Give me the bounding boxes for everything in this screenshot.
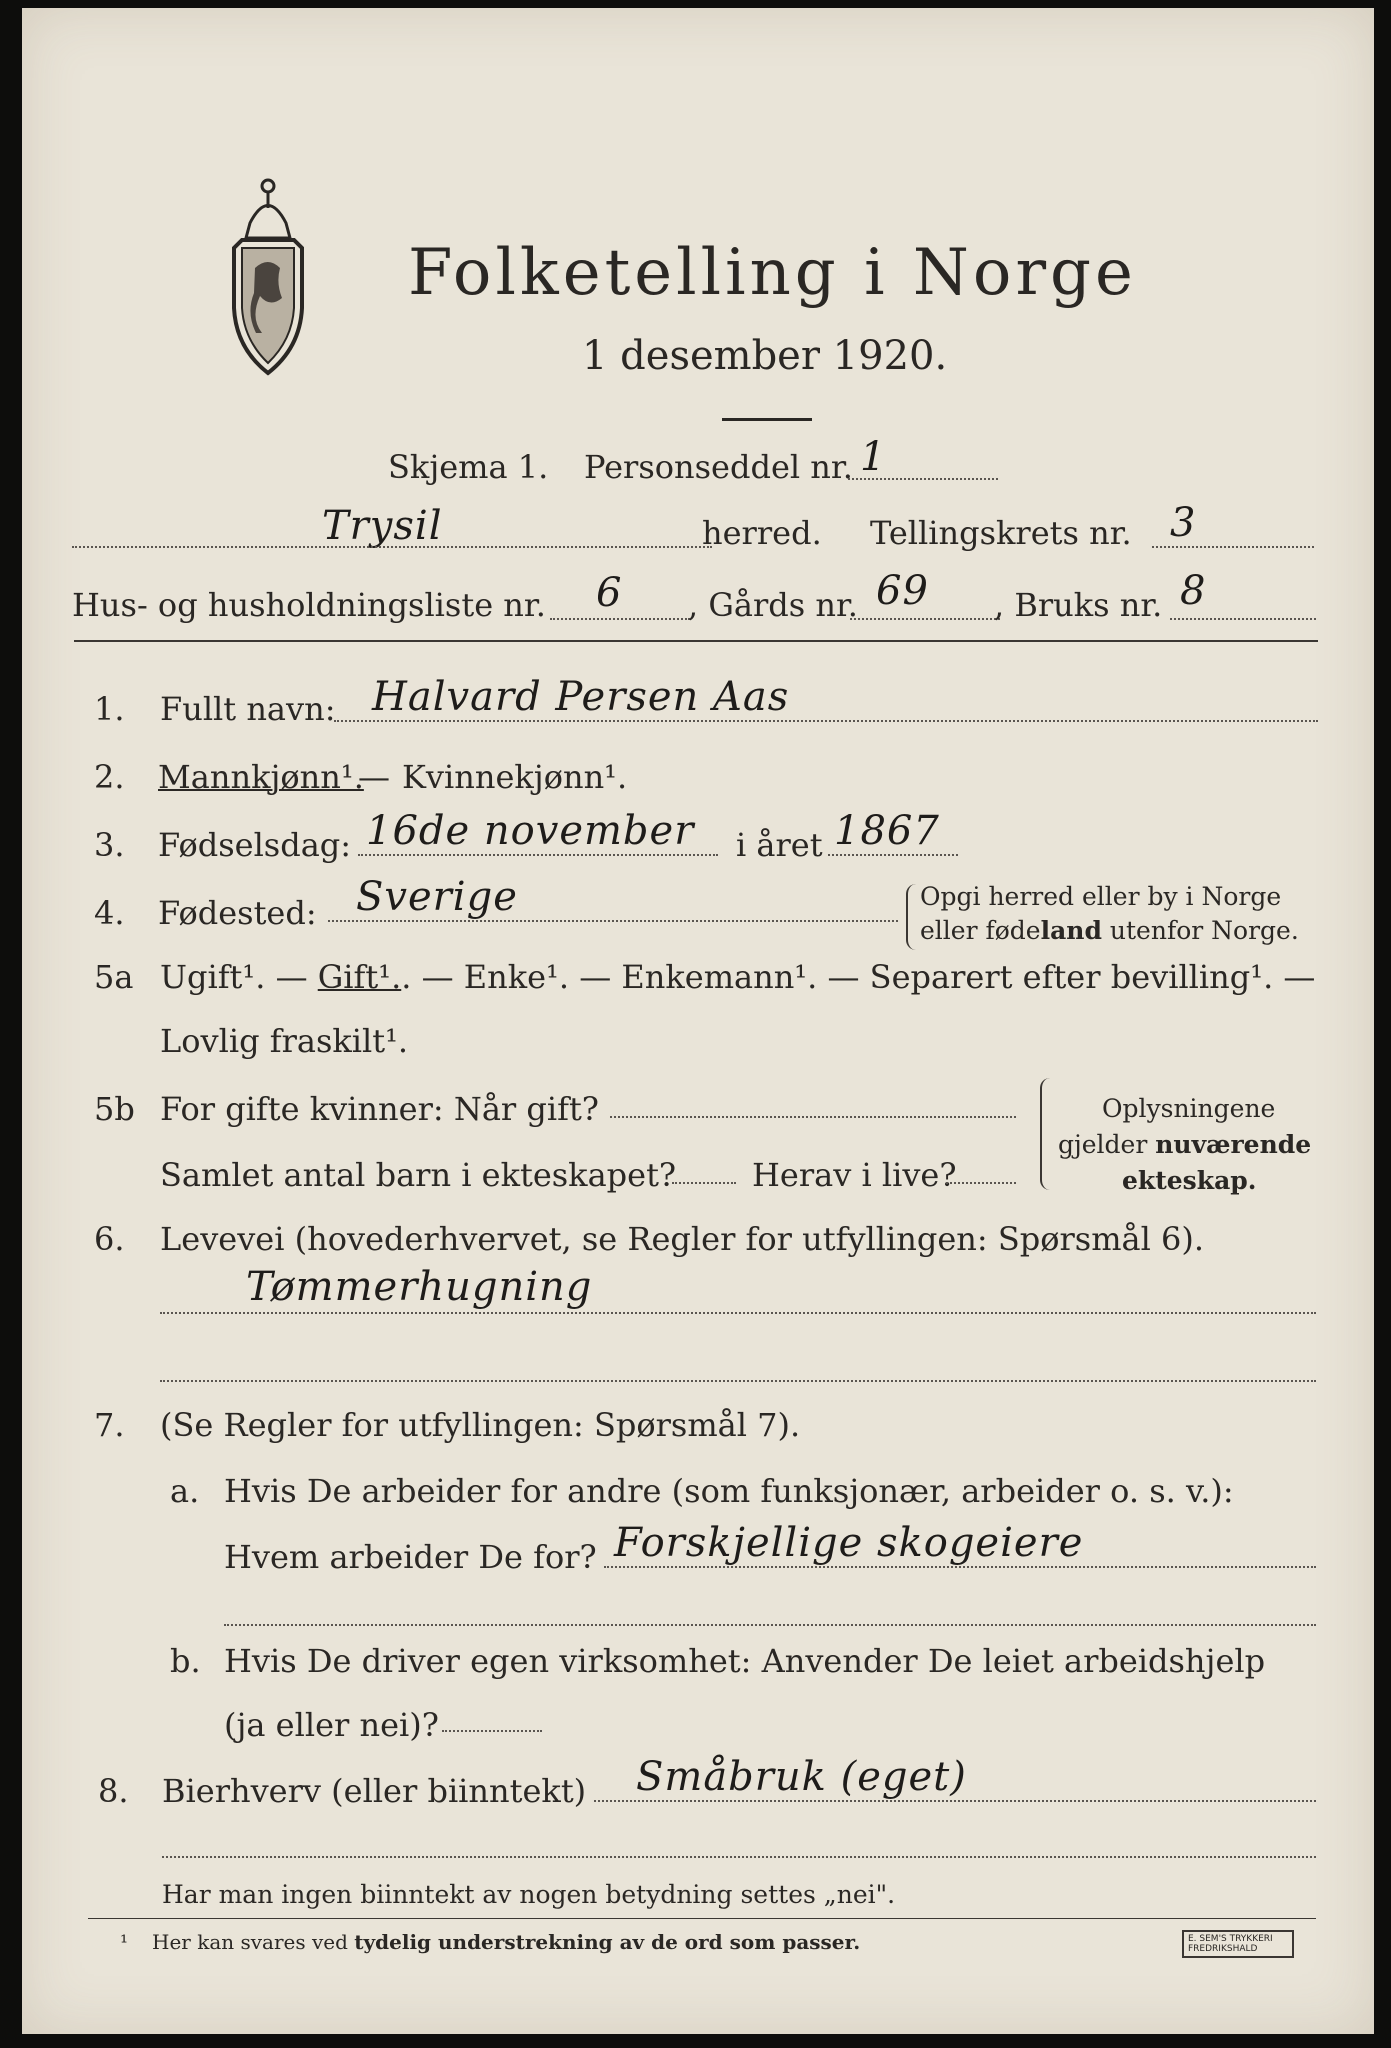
form-title: Folketelling i Norge	[408, 236, 1137, 310]
q7b-number: b.	[170, 1642, 201, 1680]
q8-number: 8.	[98, 1772, 129, 1810]
bruks-label: , Bruks nr.	[994, 586, 1163, 624]
q5a-number: 5a	[94, 958, 134, 996]
printer-stamp: E. SEM'S TRYKKERI FREDRIKSHALD	[1182, 1930, 1294, 1958]
q1-label: Fullt navn:	[160, 690, 336, 728]
herred-value: Trysil	[322, 503, 443, 549]
q6-field-line1	[160, 1312, 1316, 1314]
census-form	[22, 8, 1374, 2034]
schema-label: Skjema 1.	[388, 448, 549, 486]
q5b-note-line3: ekteskap.	[1122, 1166, 1257, 1195]
q7a-field-line1	[604, 1566, 1316, 1568]
q5b-brace	[1040, 1078, 1052, 1190]
q1-number: 1.	[94, 690, 125, 728]
tellingskrets-field-line	[1152, 546, 1314, 548]
q2-female-option: Kvinnekjønn¹.	[402, 758, 628, 796]
gards-field-line	[850, 618, 1000, 620]
footnote-marker: ¹	[120, 1930, 129, 1954]
q2-separator: —	[358, 758, 390, 796]
husliste-field-line	[550, 618, 690, 620]
q7a-number: a.	[170, 1472, 200, 1510]
personseddel-field-line	[848, 478, 998, 480]
personseddel-label: Personseddel nr.	[584, 448, 853, 486]
q5b-children: Samlet antal barn i ekteskapet?	[160, 1156, 677, 1194]
q3-label: Fødselsdag:	[158, 826, 352, 864]
q3-year-value: 1867	[834, 808, 940, 854]
husliste-value: 6	[596, 570, 623, 616]
q4-note-line1: Opgi herred eller by i Norge	[920, 882, 1282, 911]
q8-value: Småbruk (eget)	[636, 1754, 967, 1800]
title-divider	[722, 418, 812, 421]
q4-label: Fødested:	[158, 894, 317, 932]
q4-field-line	[328, 920, 898, 922]
q5a-fraskilt: Lovlig fraskilt¹.	[160, 1022, 409, 1060]
q5b-alive-line	[946, 1182, 1016, 1184]
q1-value: Halvard Persen Aas	[372, 674, 790, 720]
q5a-options: Ugift¹. — Gift¹.. — Enke¹. — Enkemann¹. — Separert efter bevilling¹. —	[160, 958, 1316, 996]
bruks-field-line	[1170, 618, 1316, 620]
q2-male-option: Mannkjønn¹.	[158, 758, 364, 796]
q6-field-line2	[160, 1380, 1316, 1382]
footer-note: Har man ingen biinntekt av nogen betydning settes „nei".	[162, 1880, 896, 1909]
q3-number: 3.	[94, 826, 125, 864]
herred-label: herred.	[702, 514, 822, 552]
q1-field-line	[334, 720, 1318, 722]
q5b-note-line2: gjelder nuværende	[1058, 1130, 1312, 1159]
q7b-label: Hvis De driver egen virksomhet: Anvender De leiet arbeidshjelp	[224, 1642, 1266, 1680]
census-date: 1 desember 1920.	[582, 333, 948, 379]
tellingskrets-value: 3	[1170, 500, 1197, 546]
q5b-alive: Herav i live?	[752, 1156, 957, 1194]
husliste-label: Hus- og husholdningsliste nr.	[72, 586, 546, 624]
q7-number: 7.	[94, 1406, 125, 1444]
coat-of-arms-icon	[220, 168, 316, 378]
q8-label: Bierhverv (eller biinntekt)	[162, 1772, 587, 1810]
q3-year-label: i året	[736, 826, 823, 864]
q7-label: (Se Regler for utfyllingen: Spørsmål 7).	[160, 1406, 801, 1444]
q6-label: Levevei (hovederhvervet, se Regler for utfyllingen: Spørsmål 6).	[160, 1220, 1205, 1258]
herred-field-line	[72, 546, 712, 548]
q3-year-line	[828, 854, 958, 856]
footnote-text: Her kan svares ved tydelig understrekning av de ord som passer.	[152, 1930, 861, 1954]
q7a-field-line2	[224, 1624, 1316, 1626]
tellingskrets-label: Tellingskrets nr.	[870, 514, 1132, 552]
q8-field-line1	[594, 1800, 1316, 1802]
q5b-number: 5b	[94, 1090, 135, 1128]
q5b-married-when: For gifte kvinner: Når gift?	[160, 1090, 599, 1128]
q8-field-line2	[162, 1856, 1316, 1858]
q4-note-line2: eller fødeland utenfor Norge.	[920, 916, 1299, 945]
personseddel-value: 1	[860, 434, 887, 480]
header-rule	[74, 640, 1318, 642]
bruks-value: 8	[1180, 568, 1207, 614]
footer-rule	[88, 1918, 1316, 1919]
q4-value: Sverige	[356, 874, 518, 920]
q5b-children-line	[672, 1182, 736, 1184]
q5b-note-line1: Oplysningene	[1102, 1094, 1276, 1123]
q2-number: 2.	[94, 758, 125, 796]
gards-label: , Gårds nr.	[688, 586, 858, 624]
q7b-field-line	[442, 1730, 542, 1732]
q7a-value: Forskjellige skogeiere	[614, 1520, 1084, 1566]
q7a-label: Hvis De arbeider for andre (som funksjonær, arbeider o. s. v.):	[224, 1472, 1234, 1510]
q7a-question: Hvem arbeider De for?	[224, 1538, 597, 1576]
q6-number: 6.	[94, 1220, 125, 1258]
q3-field-line	[358, 854, 718, 856]
q5b-married-line	[610, 1116, 1016, 1118]
q3-value: 16de november	[366, 808, 695, 854]
q4-brace	[906, 884, 918, 950]
gards-value: 69	[876, 568, 929, 614]
q6-value: Tømmerhugning	[246, 1264, 593, 1310]
q4-number: 4.	[94, 894, 125, 932]
q7b-question: (ja eller nei)?	[224, 1706, 439, 1744]
